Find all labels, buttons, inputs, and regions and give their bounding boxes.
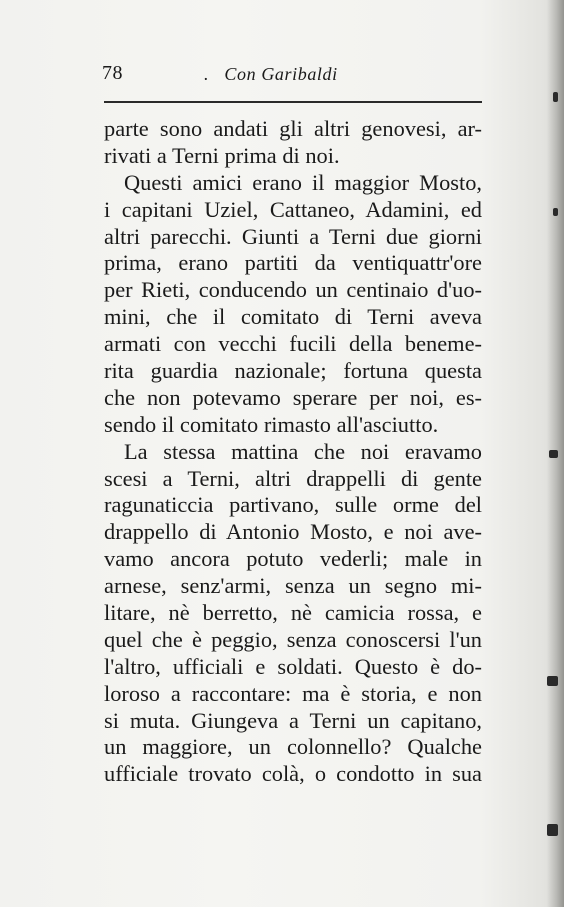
text-line: prima, erano partiti da ventiquattr'ore <box>104 250 482 276</box>
body-text <box>104 116 482 788</box>
scan-mark <box>549 450 558 458</box>
page-number: 78 <box>102 62 123 84</box>
text-line: Questi amici erano il maggior Mosto, <box>124 169 482 195</box>
running-title <box>204 64 338 85</box>
text-line: per Rieti, conducendo un centinaio d'uo- <box>104 277 482 303</box>
header-separator: . <box>204 64 210 84</box>
text-line: litare, nè berretto, nè camicia rossa, e <box>104 600 482 626</box>
text-line: rita guardia nazionale; fortuna questa <box>104 358 482 384</box>
text-line: un maggiore, un colonnello? Qualche <box>104 734 482 760</box>
text-line: drappello di Antonio Mosto, e noi ave- <box>104 519 482 545</box>
text-line: parte sono andati gli altri genovesi, ar- <box>104 116 482 141</box>
text-line: ufficiale trovato colà, o condotto in sua <box>104 761 482 787</box>
text-line: che non potevamo sperare per noi, es- <box>104 384 482 410</box>
text-line: ragunaticcia partivano, sulle orme del <box>104 492 482 518</box>
page-header <box>102 62 482 92</box>
text-line: si muta. Giungeva a Terni un capitano, <box>104 707 482 733</box>
text-line: vamo ancora potuto vederli; male in <box>104 546 482 572</box>
text-line: scesi a Terni, altri drappelli di gente <box>104 465 482 491</box>
text-line: loroso a raccontare: ma è storia, e non <box>104 680 482 706</box>
text-line: i capitani Uziel, Cattaneo, Adamini, ed <box>104 196 482 222</box>
text-line: armati con vecchi fucili della beneme- <box>104 331 482 357</box>
text-line: quel che è peggio, senza conoscersi l'un <box>104 626 482 652</box>
text-line: rivati a Terni prima di noi. <box>104 142 340 168</box>
scan-mark <box>553 92 558 102</box>
text-line: mini, che il comitato di Terni aveva <box>104 304 482 330</box>
header-rule <box>104 101 482 103</box>
scan-mark <box>553 208 558 216</box>
text-line: La stessa mattina che noi eravamo <box>124 438 482 464</box>
scan-mark <box>547 676 558 686</box>
running-title-text: Con Garibaldi <box>224 64 338 84</box>
text-line: arnese, senz'armi, senza un segno mi- <box>104 573 482 599</box>
scan-mark <box>547 824 558 836</box>
text-line: sendo il comitato rimasto all'asciutto. <box>104 411 439 437</box>
text-line: altri parecchi. Giunti a Terni due giorni <box>104 223 482 249</box>
text-line: l'altro, ufficiali e soldati. Questo è do- <box>104 653 482 679</box>
